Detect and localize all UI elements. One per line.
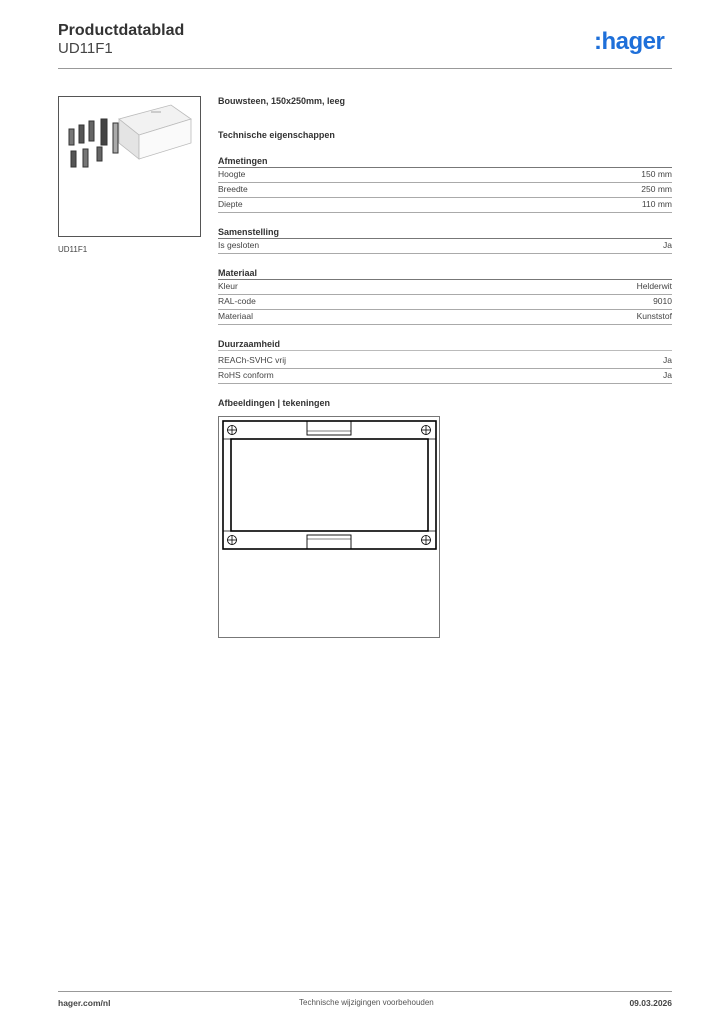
table-row	[218, 310, 672, 325]
section-title: Duurzaamheid	[218, 338, 672, 351]
footer-date: 09.03.2026	[629, 998, 672, 1008]
section-title: Afmetingen	[218, 155, 672, 168]
table-row	[218, 354, 672, 369]
tech-props-heading: Technische eigenschappen	[218, 130, 335, 140]
header-divider	[58, 68, 672, 69]
mounting-parts-image	[69, 119, 118, 167]
row-label: Materiaal	[218, 311, 253, 321]
row-value: Kunststof	[636, 311, 672, 321]
enclosure-image	[119, 105, 191, 159]
table-row	[218, 168, 672, 183]
hager-logo	[594, 29, 674, 60]
row-value: 9010	[653, 296, 672, 306]
row-value: 110 mm	[641, 199, 672, 209]
section-afmetingen	[218, 155, 672, 213]
table-row	[218, 183, 672, 198]
image-caption: UD11F1	[58, 245, 88, 254]
row-value: Helderwit	[636, 281, 672, 291]
row-label: Hoogte	[218, 169, 246, 179]
row-label: RAL-code	[218, 296, 256, 306]
footer-divider	[58, 991, 672, 992]
row-value: 150 mm	[641, 169, 672, 179]
section-samenstelling	[218, 226, 672, 254]
drawings-heading: Afbeeldingen | tekeningen	[218, 398, 331, 408]
row-label: RoHS conform	[218, 370, 274, 380]
table-row	[218, 280, 672, 295]
page-title: Productdatablad	[58, 22, 185, 39]
footer-website-link[interactable]: hager.com/nl	[58, 998, 111, 1008]
section-title: Samenstelling	[218, 226, 672, 239]
row-label: Diepte	[218, 199, 243, 209]
row-label: Is gesloten	[218, 240, 260, 250]
row-value: Ja	[663, 355, 672, 365]
table-row	[218, 369, 672, 384]
section-duurzaamheid	[218, 338, 672, 384]
row-label: Breedte	[218, 184, 248, 194]
row-value: 250 mm	[641, 184, 672, 194]
section-title: Materiaal	[218, 267, 672, 280]
technical-drawing	[218, 416, 440, 638]
table-row	[218, 239, 672, 254]
footer-disclaimer: Technische wijzigingen voorbehouden	[299, 998, 434, 1007]
product-description: Bouwsteen, 150x250mm, leeg	[218, 96, 346, 106]
row-label: REACh-SVHC vrij	[218, 355, 287, 365]
row-label: Kleur	[218, 281, 238, 291]
table-row	[218, 198, 672, 213]
section-materiaal	[218, 267, 672, 325]
table-row	[218, 295, 672, 310]
svg-text::hager: :hager	[594, 29, 665, 55]
row-value: Ja	[663, 240, 672, 250]
main-content	[218, 96, 672, 414]
product-code: UD11F1	[58, 40, 113, 57]
product-image	[58, 96, 201, 237]
row-value: Ja	[663, 370, 672, 380]
